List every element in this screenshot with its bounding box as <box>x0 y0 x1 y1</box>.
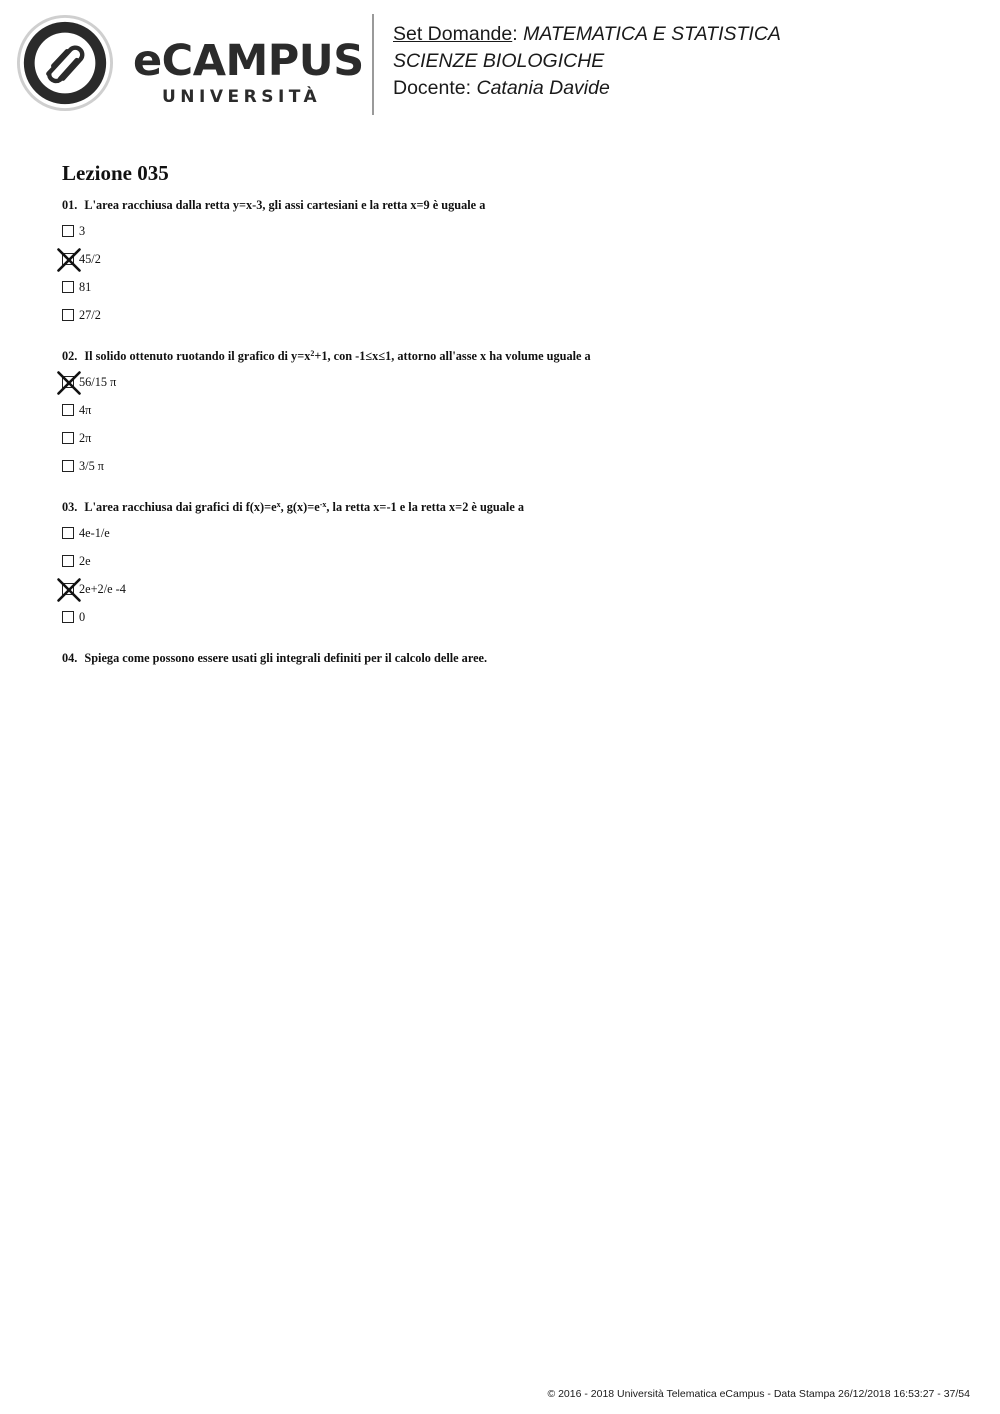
check-x-icon <box>57 248 81 272</box>
question-02 <box>62 350 591 362</box>
answer-option[interactable] <box>62 430 91 446</box>
checkbox[interactable] <box>62 555 74 567</box>
answer-text: 45/2 <box>79 252 101 266</box>
answer-text: 4e-1/e <box>79 526 110 540</box>
header-divider <box>372 14 374 115</box>
question-text <box>84 500 524 514</box>
teacher-line <box>393 75 781 102</box>
answer-text: 2e <box>79 554 91 568</box>
subject-line-2: SCIENZE BIOLOGICHE <box>393 50 605 72</box>
answer-option[interactable] <box>62 307 101 323</box>
answer-option[interactable] <box>62 279 91 295</box>
question-text-part: L'area racchiusa dai grafici di f(x)=e <box>84 500 277 514</box>
answer-text: 2π <box>79 431 92 445</box>
question-number: 03. <box>62 500 78 514</box>
logo-wordmark: eCAMPUS <box>133 36 364 86</box>
answer-text: 3/5 π <box>79 459 104 473</box>
subject-line-1: MATEMATICA E STATISTICA <box>523 23 781 45</box>
checkbox-checked[interactable] <box>62 253 74 265</box>
answer-option[interactable] <box>62 553 91 569</box>
question-text-part: , la retta x=-1 e la retta x=2 è uguale a <box>326 500 525 514</box>
superscript: 2 <box>310 349 315 358</box>
logo-subtext: UNIVERSITÀ <box>162 87 322 107</box>
answer-option[interactable] <box>62 374 116 390</box>
question-text: L'area racchiusa dalla retta y=x-3, gli assi cartesiani e la retta x=9 è uguale a <box>84 198 486 212</box>
answer-text: 3 <box>79 224 86 238</box>
checkbox[interactable] <box>62 432 74 444</box>
answer-option[interactable] <box>62 581 126 597</box>
answer-text: 0 <box>79 610 86 624</box>
checkbox[interactable] <box>62 527 74 539</box>
question-text <box>84 349 590 363</box>
answer-text: 56/15 π <box>79 375 117 389</box>
question-text: Spiega come possono essere usati gli integrali definiti per il calcolo delle aree. <box>84 651 488 665</box>
question-text-part: Il solido ottenuto ruotando il grafico di y=x <box>84 349 311 363</box>
checkbox[interactable] <box>62 225 74 237</box>
question-03 <box>62 501 524 513</box>
check-x-icon <box>57 578 81 602</box>
checkbox[interactable] <box>62 281 74 293</box>
answer-option[interactable] <box>62 251 101 267</box>
checkbox[interactable] <box>62 611 74 623</box>
teacher-label: Docente: <box>393 77 472 99</box>
header-info <box>393 21 781 102</box>
answer-option[interactable] <box>62 402 91 418</box>
answer-text: 2e+2/e -4 <box>79 582 126 596</box>
lesson-title: Lezione 035 <box>62 161 169 185</box>
set-line: Set Domande: MATEMATICA E STATISTICA <box>393 23 781 45</box>
answer-text: 81 <box>79 280 92 294</box>
answer-text: 4π <box>79 403 92 417</box>
answer-option[interactable] <box>62 609 85 625</box>
question-text-part: , g(x)=e <box>280 500 320 514</box>
superscript: x <box>276 500 281 509</box>
question-text-part: +1, con -1≤x≤1, attorno all'asse x ha volume uguale a <box>314 349 591 363</box>
set-label: Set Domande <box>393 23 513 45</box>
ecampus-logo-badge <box>16 14 114 112</box>
checkbox[interactable] <box>62 404 74 416</box>
question-number: 01. <box>62 198 78 212</box>
checkbox[interactable] <box>62 460 74 472</box>
checkbox-checked[interactable] <box>62 583 74 595</box>
check-x-icon <box>57 371 81 395</box>
checkbox-checked[interactable] <box>62 376 74 388</box>
checkbox[interactable] <box>62 309 74 321</box>
answer-option[interactable] <box>62 525 110 541</box>
question-01 <box>62 199 485 211</box>
answer-text: 27/2 <box>79 308 101 322</box>
question-04 <box>62 652 487 664</box>
teacher-name: Catania Davide <box>476 77 610 99</box>
question-number: 04. <box>62 651 78 665</box>
question-number: 02. <box>62 349 78 363</box>
answer-option[interactable] <box>62 458 104 474</box>
superscript: -x <box>319 500 327 509</box>
page-footer: © 2016 - 2018 Università Telematica eCampus - Data Stampa 26/12/2018 16:53:27 - 37/54 <box>547 1388 970 1400</box>
answer-option[interactable] <box>62 223 85 239</box>
